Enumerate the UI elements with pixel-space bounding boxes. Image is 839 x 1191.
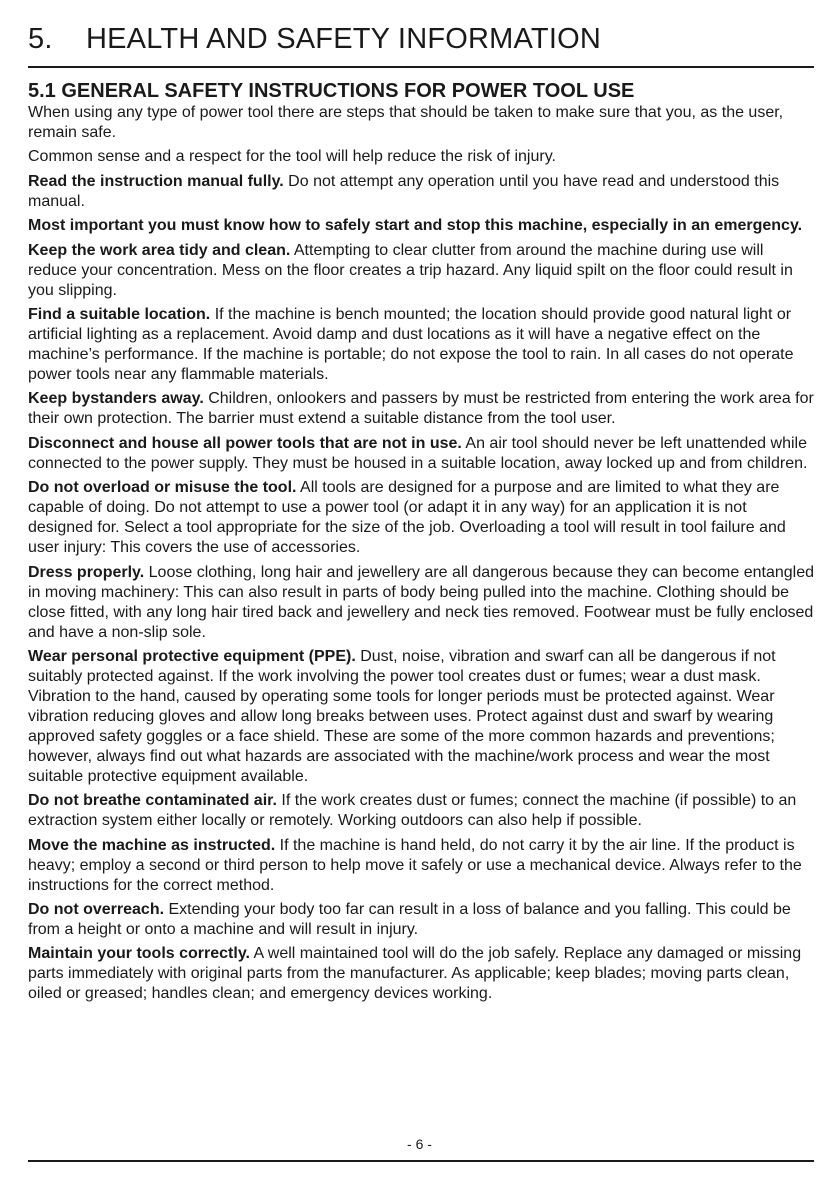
footer-rule [28, 1160, 814, 1162]
chapter-title-text: HEALTH AND SAFETY INFORMATION [86, 23, 601, 55]
safety-paragraph [28, 836, 814, 896]
chapter-title-underline [28, 66, 814, 68]
paragraph-heading: Dress properly. [28, 563, 145, 581]
paragraph-heading: Most important you must know how to safely start and stop this machine, especially in an emergency. [28, 217, 803, 235]
safety-paragraph [28, 478, 814, 558]
safety-paragraph [28, 944, 814, 1004]
paragraph-text: Do not attempt any operation until you have read and understood this manual. [28, 172, 780, 210]
paragraph-text: If the machine is bench mounted; the location should provide good natural light or artificial lighting as a replacement. Avoid damp and dust locations as it will have a negative effect on the machine’s performance. If the machine is portable; do not expose the tool to rain. In all cases do not operate power tools near any flammable materials. [28, 305, 794, 383]
paragraph-heading: Find a suitable location. [28, 305, 211, 323]
chapter-number: 5. [28, 23, 53, 55]
paragraph-text: If the machine is hand held, do not carry it by the air line. If the product is heavy; employ a second or third person to help move it safely or use a mechanical device. Always refer to the instructions for the correct method. [28, 836, 802, 894]
paragraph-text: Children, onlookers and passers by must be restricted from entering the work area for their own protection. The barrier must extend a suitable distance from the tool user. [28, 390, 814, 428]
section-title: 5.1 GENERAL SAFETY INSTRUCTIONS FOR POWER TOOL USE [28, 80, 635, 102]
safety-paragraph [28, 241, 814, 301]
page-number: - 6 - [407, 1136, 432, 1152]
paragraph-heading: Read the instruction manual fully. [28, 172, 284, 190]
paragraph-heading: Keep the work area tidy and clean. [28, 241, 291, 259]
paragraph-heading: Wear personal protective equipment (PPE). [28, 647, 356, 665]
paragraph-heading: Disconnect and house all power tools that are not in use. [28, 434, 462, 452]
paragraph-text: Loose clothing, long hair and jewellery are all dangerous because they can become entangled in moving machinery: This can also result in parts of body being pulled into the machine. Clothing should be close fitted, with any long hair tired back and jewellery and neck ties removed. Footwear must be fully enclosed and have a non-slip sole. [28, 563, 814, 641]
paragraph-text: An air tool should never be left unattended while connected to the power supply. They must be housed in a suitable location, away locked up and from children. [28, 434, 808, 472]
chapter-title [28, 18, 814, 60]
paragraph-text: Common sense and a respect for the tool will help reduce the risk of injury. [28, 148, 556, 166]
paragraph-text: When using any type of power tool there are steps that should be taken to make sure that you, as the user, remain safe. [28, 104, 784, 141]
paragraph-text: A well maintained tool will do the job safely. Replace any damaged or missing parts immediately with original parts from the manufacturer. As applicable; keep blades; moving parts clean, oiled or greased; handles clean; and emergency devices working. [28, 945, 802, 1003]
paragraph-heading: Keep bystanders away. [28, 390, 204, 408]
safety-paragraph [28, 305, 814, 385]
safety-paragraph [28, 563, 814, 643]
safety-paragraph [28, 900, 814, 940]
document-page [28, 18, 814, 1009]
safety-paragraph [28, 172, 814, 212]
paragraph-heading: Maintain your tools correctly. [28, 945, 250, 963]
paragraph-text: If the work creates dust or fumes; connect the machine (if possible) to an extraction system either locally or remotely. Working outdoors can also help if possible. [28, 792, 797, 830]
paragraph-text: Extending your body too far can result in a loss of balance and you falling. This could be from a height or onto a machine and will result in injury. [28, 901, 791, 939]
safety-instructions-body [28, 103, 814, 1004]
safety-paragraph [28, 147, 814, 167]
safety-paragraph [28, 103, 814, 143]
safety-paragraph [28, 647, 814, 787]
safety-paragraph [28, 434, 814, 474]
paragraph-heading: Move the machine as instructed. [28, 836, 276, 854]
paragraph-heading: Do not overload or misuse the tool. [28, 479, 297, 497]
paragraph-text: Dust, noise, vibration and swarf can all be dangerous if not suitably protected against. If the work involving the power tool creates dust or fumes; wear a dust mask. Vibration to the hand, caused by operating some tools for longer periods must be protected against. Wear vibration reducing gloves and allow long breaks between uses. Protect against dust and swarf by wearing approved safety goggles or a face shield. These are some of the more common hazards and preventions; however, always find out what hazards are associated with the machine/work process and wear the most suitable protective equipment available. [28, 647, 776, 785]
safety-paragraph [28, 791, 814, 831]
paragraph-heading: Do not overreach. [28, 901, 165, 919]
safety-paragraph [28, 389, 814, 429]
safety-paragraph [28, 216, 814, 236]
paragraph-text: Attempting to clear clutter from around the machine during use will reduce your concentration. Mess on the floor creates a trip hazard. Any liquid spilt on the floor could result in you slipping. [28, 241, 793, 299]
paragraph-text: All tools are designed for a purpose and are limited to what they are capable of doing. Do not attempt to use a power tool (or adapt it in any way) for an application it is not designed for. Select a tool appropriate for the size of the job. Overloading a tool will result in tool failure and user injury: This covers the use of accessories. [28, 479, 786, 557]
paragraph-heading: Do not breathe contaminated air. [28, 792, 277, 810]
